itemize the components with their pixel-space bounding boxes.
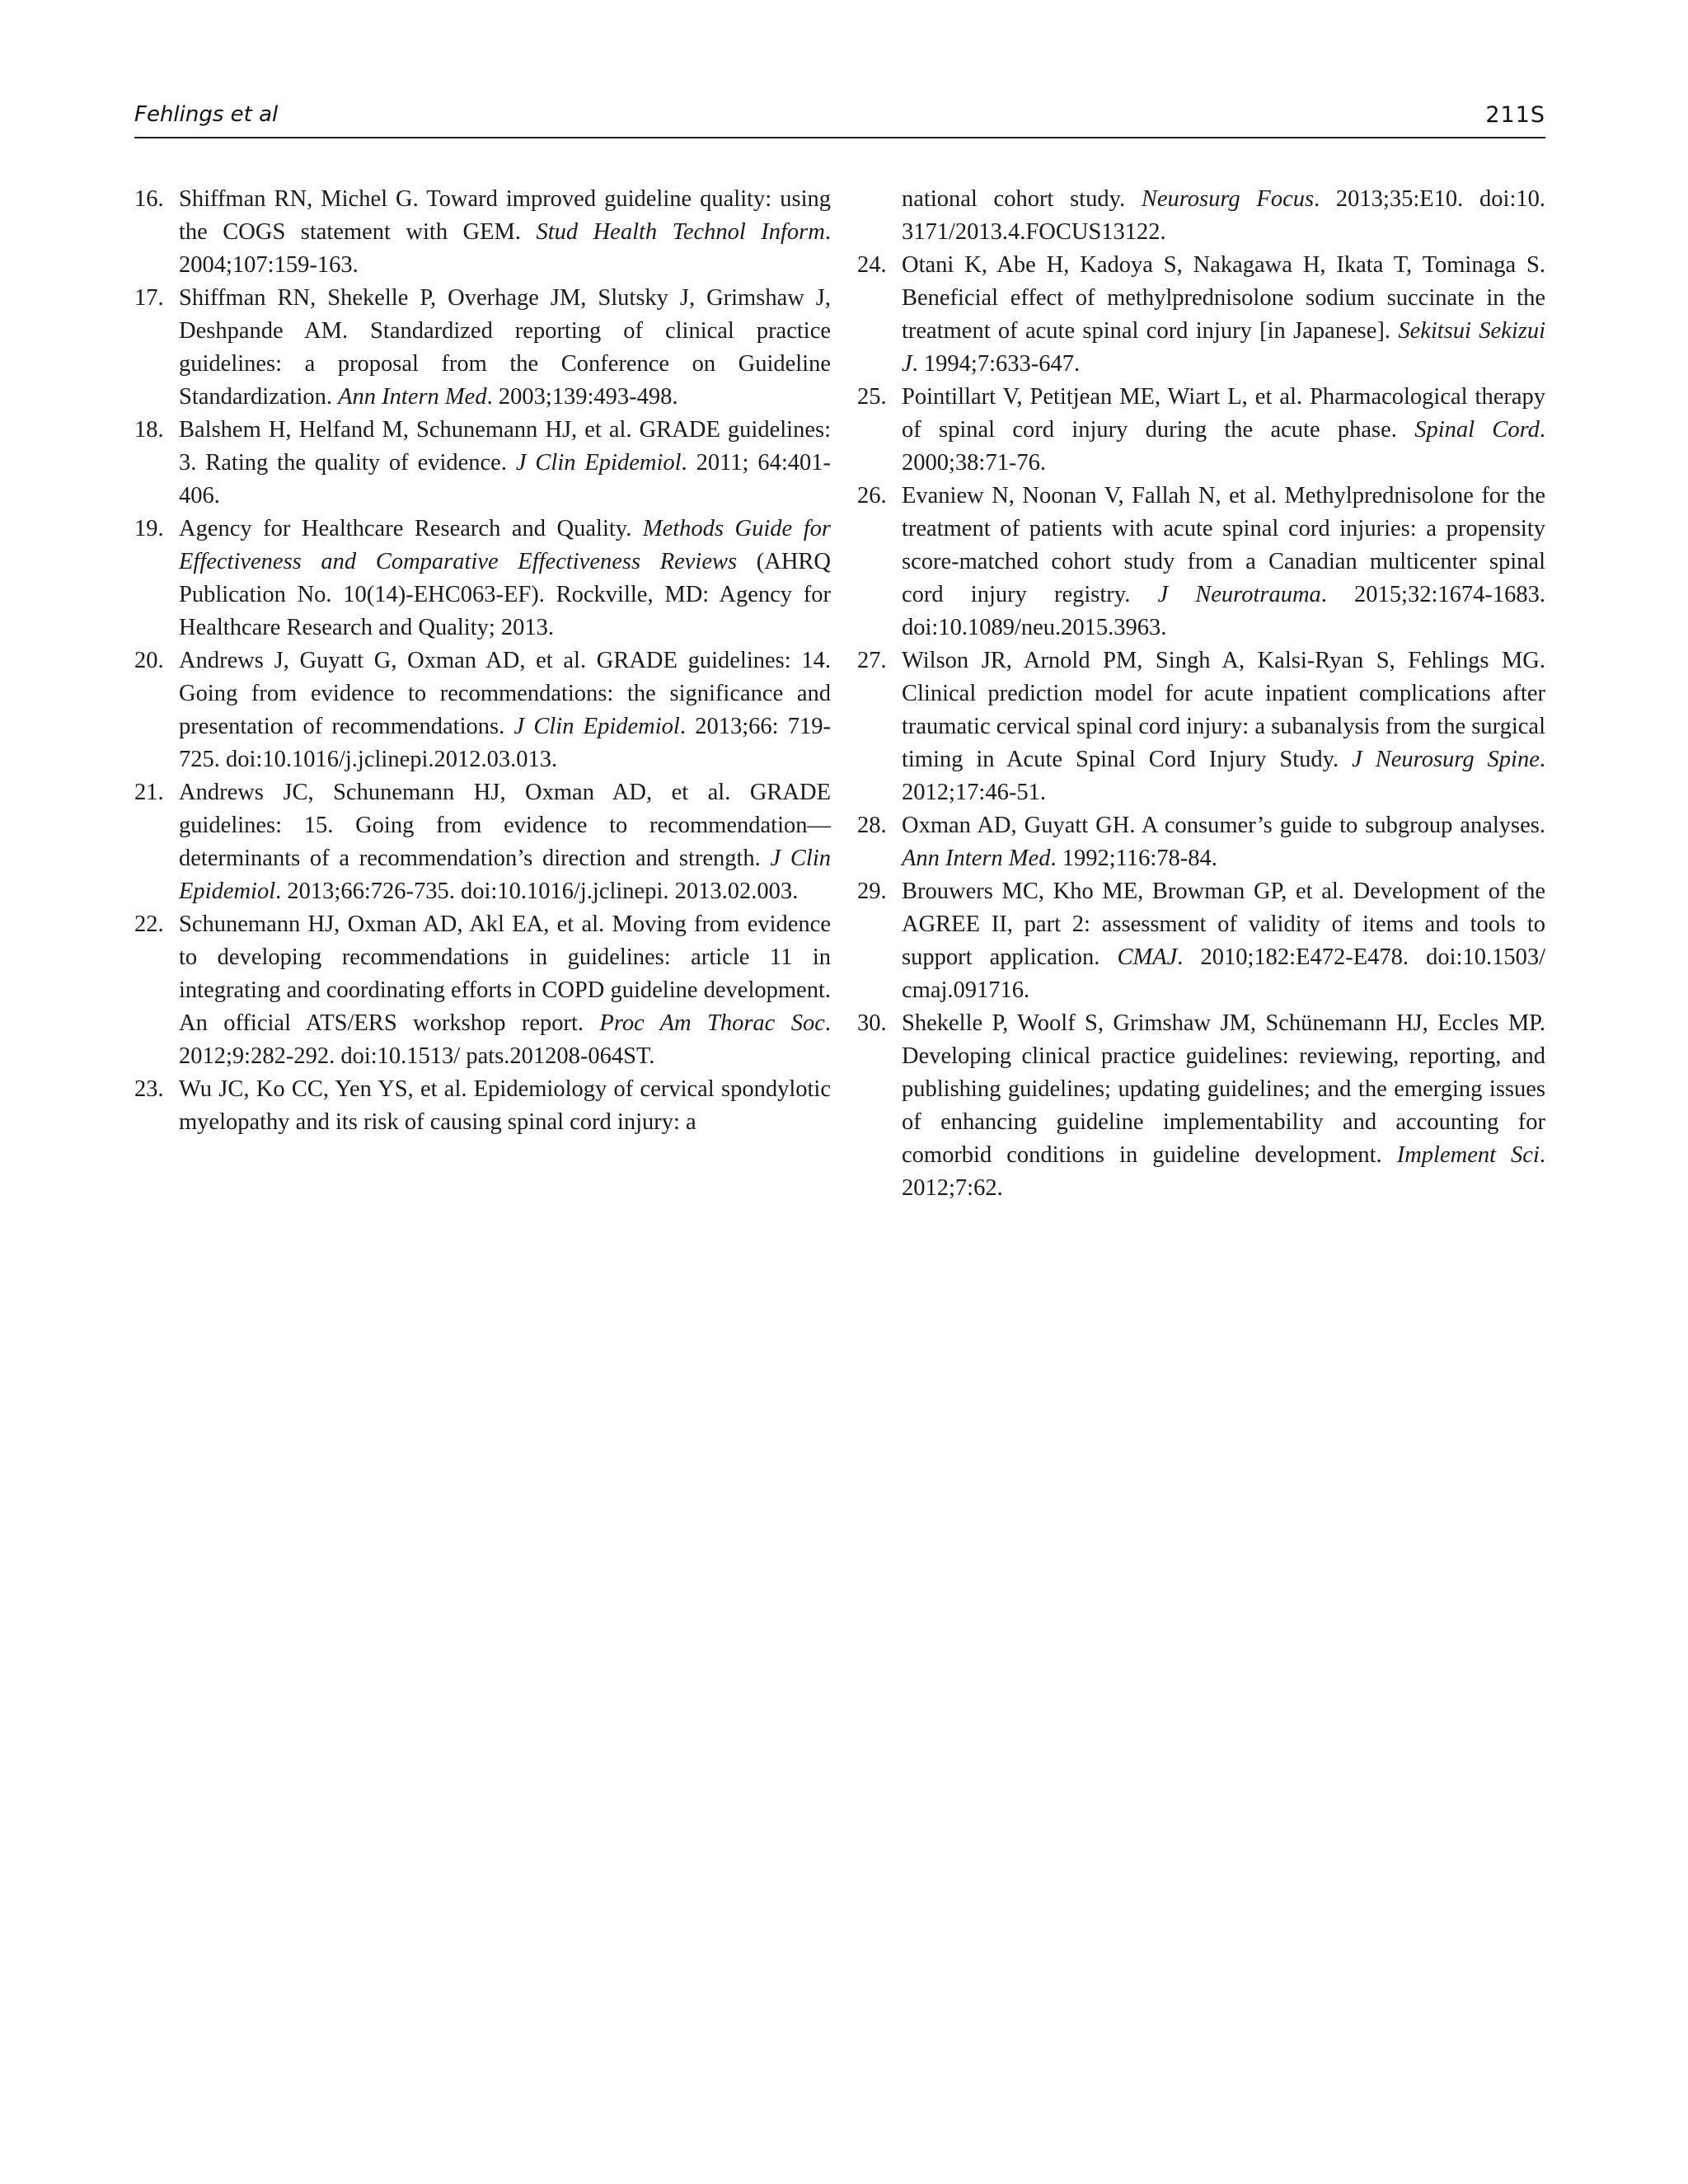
reference-text: . 2004;107:159-163.: [179, 219, 831, 278]
reference-text: Schunemann HJ, Oxman AD, Akl EA, et al. Moving from evidence to developing recommendations in guidelines: article 11 in integrating and coordinating efforts in COPD guideline development. An official ATS/ERS workshop report.: [179, 912, 831, 1036]
reference-number: 21.: [134, 780, 164, 805]
reference-body: [179, 417, 831, 509]
reference-item: [857, 875, 1545, 1007]
reference-column-right: [857, 183, 1545, 1205]
reference-text: Brouwers MC, Kho ME, Browman GP, et al. Development of the AGREE II, part 2: assessment of validity of items and tools to support application.: [902, 879, 1545, 970]
reference-text: Shekelle P, Woolf S, Grimshaw JM, Schünemann HJ, Eccles MP. Developing clinical practice guidelines: reviewing, reporting, and publishing guidelines; updating guidelines; and the emerging issues of enhancing guideline implementability and accounting for comorbid conditions in guideline development.: [902, 1010, 1545, 1168]
reference-number: 30.: [857, 1010, 887, 1036]
running-head: Fehlings et al: [134, 102, 279, 127]
reference-item: [134, 414, 831, 513]
reference-text: Shiffman RN, Shekelle P, Overhage JM, Slutsky J, Grimshaw J, Deshpande AM. Standardized reporting of clinical practice guidelines: a proposal from the Conference on Guideline Standardization.: [179, 285, 831, 410]
reference-body: [902, 879, 1545, 1003]
reference-number: 26.: [857, 483, 887, 509]
reference-text: . 1992;116:78-84.: [1050, 846, 1217, 871]
journal-title: J Clin Epidemiol: [513, 714, 680, 739]
reference-text: Evaniew N, Noonan V, Fallah N, et al. Methylprednisolone for the treatment of patients with acute spinal cord injuries: a propensity score-matched cohort study from a Canadian multicenter spinal cord injury registry.: [902, 483, 1545, 607]
reference-text: . 2012;17:46-51.: [902, 747, 1545, 805]
journal-title: CMAJ: [1117, 944, 1178, 970]
journal-title: Sekitsui Sekizui J: [902, 318, 1545, 377]
reference-number: 27.: [857, 648, 887, 673]
reference-number: 22.: [134, 912, 164, 937]
reference-item: [857, 480, 1545, 644]
reference-text: Andrews J, Guyatt G, Oxman AD, et al. GRADE guidelines: 14. Going from evidence to recommendations: the significance and presentation of recommendations.: [179, 648, 831, 739]
reference-text: Andrews JC, Schunemann HJ, Oxman AD, et al. GRADE guidelines: 15. Going from evidence to recommendation—determinants of a recommendation’s direction and strength.: [179, 780, 831, 871]
reference-item: [134, 776, 831, 908]
journal-title: Ann Intern Med: [338, 384, 487, 410]
reference-item: [857, 644, 1545, 809]
reference-number: 24.: [857, 252, 887, 278]
reference-text: . 2015;32:1674-1683. doi:10.1089/neu.2015.3963.: [902, 582, 1546, 640]
journal-title: J Neurotrauma: [1157, 582, 1321, 607]
reference-number: 16.: [134, 186, 164, 212]
journal-title: Methods Guide for Effectiveness and Comparative Effectiveness Reviews: [179, 516, 831, 574]
journal-title: Ann Intern Med: [902, 846, 1051, 871]
reference-body: [179, 1076, 831, 1135]
reference-text: . 2013;35:E10. doi:10. 3171/2013.4.FOCUS13122.: [902, 186, 1545, 245]
reference-item: [134, 644, 831, 776]
reference-item: [134, 908, 831, 1073]
reference-text: . 1994;7:633-647.: [912, 351, 1081, 377]
reference-text: Balshem H, Helfand M, Schunemann HJ, et al. GRADE guidelines: 3. Rating the quality of evidence.: [179, 417, 831, 476]
reference-text: . 2000;38:71-76.: [902, 417, 1545, 476]
journal-title: J Clin Epidemiol: [515, 450, 682, 476]
reference-text: Wu JC, Ko CC, Yen YS, et al. Epidemiology of cervical spondylotic myelopathy and its risk of causing spinal cord injury: a: [179, 1076, 831, 1135]
reference-number: 28.: [857, 813, 887, 838]
reference-column-left: [134, 183, 831, 1139]
reference-text: . 2013;66: 719-725. doi:10.1016/j.jclinepi.2012.03.013.: [179, 714, 831, 772]
reference-item: [857, 809, 1545, 875]
reference-number: 18.: [134, 417, 164, 443]
page-header: [134, 97, 1545, 138]
journal-title: J Neurosurg Spine: [1352, 747, 1540, 772]
journal-title: Neurosurg Focus: [1141, 186, 1315, 212]
reference-number: 20.: [134, 648, 164, 673]
reference-body: [902, 813, 1545, 871]
reference-number: 29.: [857, 879, 887, 904]
reference-text: . 2012;9:282-292. doi:10.1513/ pats.201208-064ST.: [179, 1010, 831, 1069]
reference-text: Agency for Healthcare Research and Quality.: [179, 516, 643, 541]
reference-item: [134, 282, 831, 414]
reference-text: . 2012;7:62.: [902, 1142, 1545, 1201]
reference-item: [857, 1007, 1545, 1205]
reference-text: Wilson JR, Arnold PM, Singh A, Kalsi-Ryan S, Fehlings MG. Clinical prediction model for acute inpatient complications after traumatic cervical spinal cord injury: a subanalysis from the surgical timing in Acute Spinal Cord Injury Study.: [902, 648, 1545, 772]
reference-item: [134, 183, 831, 282]
reference-body: [902, 384, 1545, 476]
journal-title: Implement Sci: [1396, 1142, 1540, 1168]
reference-text: . 2011; 64:401-406.: [179, 450, 831, 509]
journal-title: Proc Am Thorac Soc: [599, 1010, 825, 1036]
reference-text: Oxman AD, Guyatt GH. A consumer’s guide to subgroup analyses.: [902, 813, 1545, 838]
reference-body: [179, 780, 831, 904]
reference-text: Pointillart V, Petitjean ME, Wiart L, et al. Pharmacological therapy of spinal cord injury during the acute phase.: [902, 384, 1545, 443]
reference-body: [902, 1010, 1545, 1201]
reference-text: Shiffman RN, Michel G. Toward improved guideline quality: using the COGS statement with GEM.: [179, 186, 831, 245]
journal-title: J Clin Epidemiol: [179, 846, 831, 904]
reference-text: Otani K, Abe H, Kadoya S, Nakagawa H, Ikata T, Tominaga S. Beneficial effect of methylprednisolone sodium succinate in the treatment of acute spinal cord injury [in Japanese].: [902, 252, 1545, 344]
journal-title: Spinal Cord: [1414, 417, 1540, 443]
reference-continuation: [857, 183, 1545, 249]
journal-title: Stud Health Technol Inform: [536, 219, 825, 245]
reference-number: 17.: [134, 285, 164, 311]
reference-number: 25.: [857, 384, 887, 410]
reference-body: [179, 186, 831, 278]
reference-item: [134, 1073, 831, 1139]
reference-number: 19.: [134, 516, 164, 541]
reference-body: [902, 252, 1545, 377]
reference-item: [134, 513, 831, 644]
reference-body: [902, 483, 1545, 640]
reference-body: [179, 516, 831, 640]
reference-text: (AHRQ Publication No. 10(14)-EHC063-EF). Rockville, MD: Agency for Healthcare Research and Quality; 2013.: [179, 549, 831, 640]
reference-body: [179, 285, 831, 410]
reference-text: . 2013;66:726-735. doi:10.1016/j.jclinepi. 2013.02.003.: [275, 879, 799, 904]
reference-item: [857, 381, 1545, 480]
reference-body: [179, 912, 831, 1069]
reference-text: . 2010;182:E472-E478. doi:10.1503/ cmaj.091716.: [902, 944, 1545, 1003]
reference-body: [179, 648, 831, 772]
reference-text: . 2003;139:493-498.: [486, 384, 678, 410]
reference-item: [857, 249, 1545, 381]
reference-body: [902, 648, 1545, 805]
reference-text: national cohort study.: [902, 186, 1142, 212]
page-number: 211S: [1485, 102, 1545, 128]
reference-number: 23.: [134, 1076, 164, 1102]
